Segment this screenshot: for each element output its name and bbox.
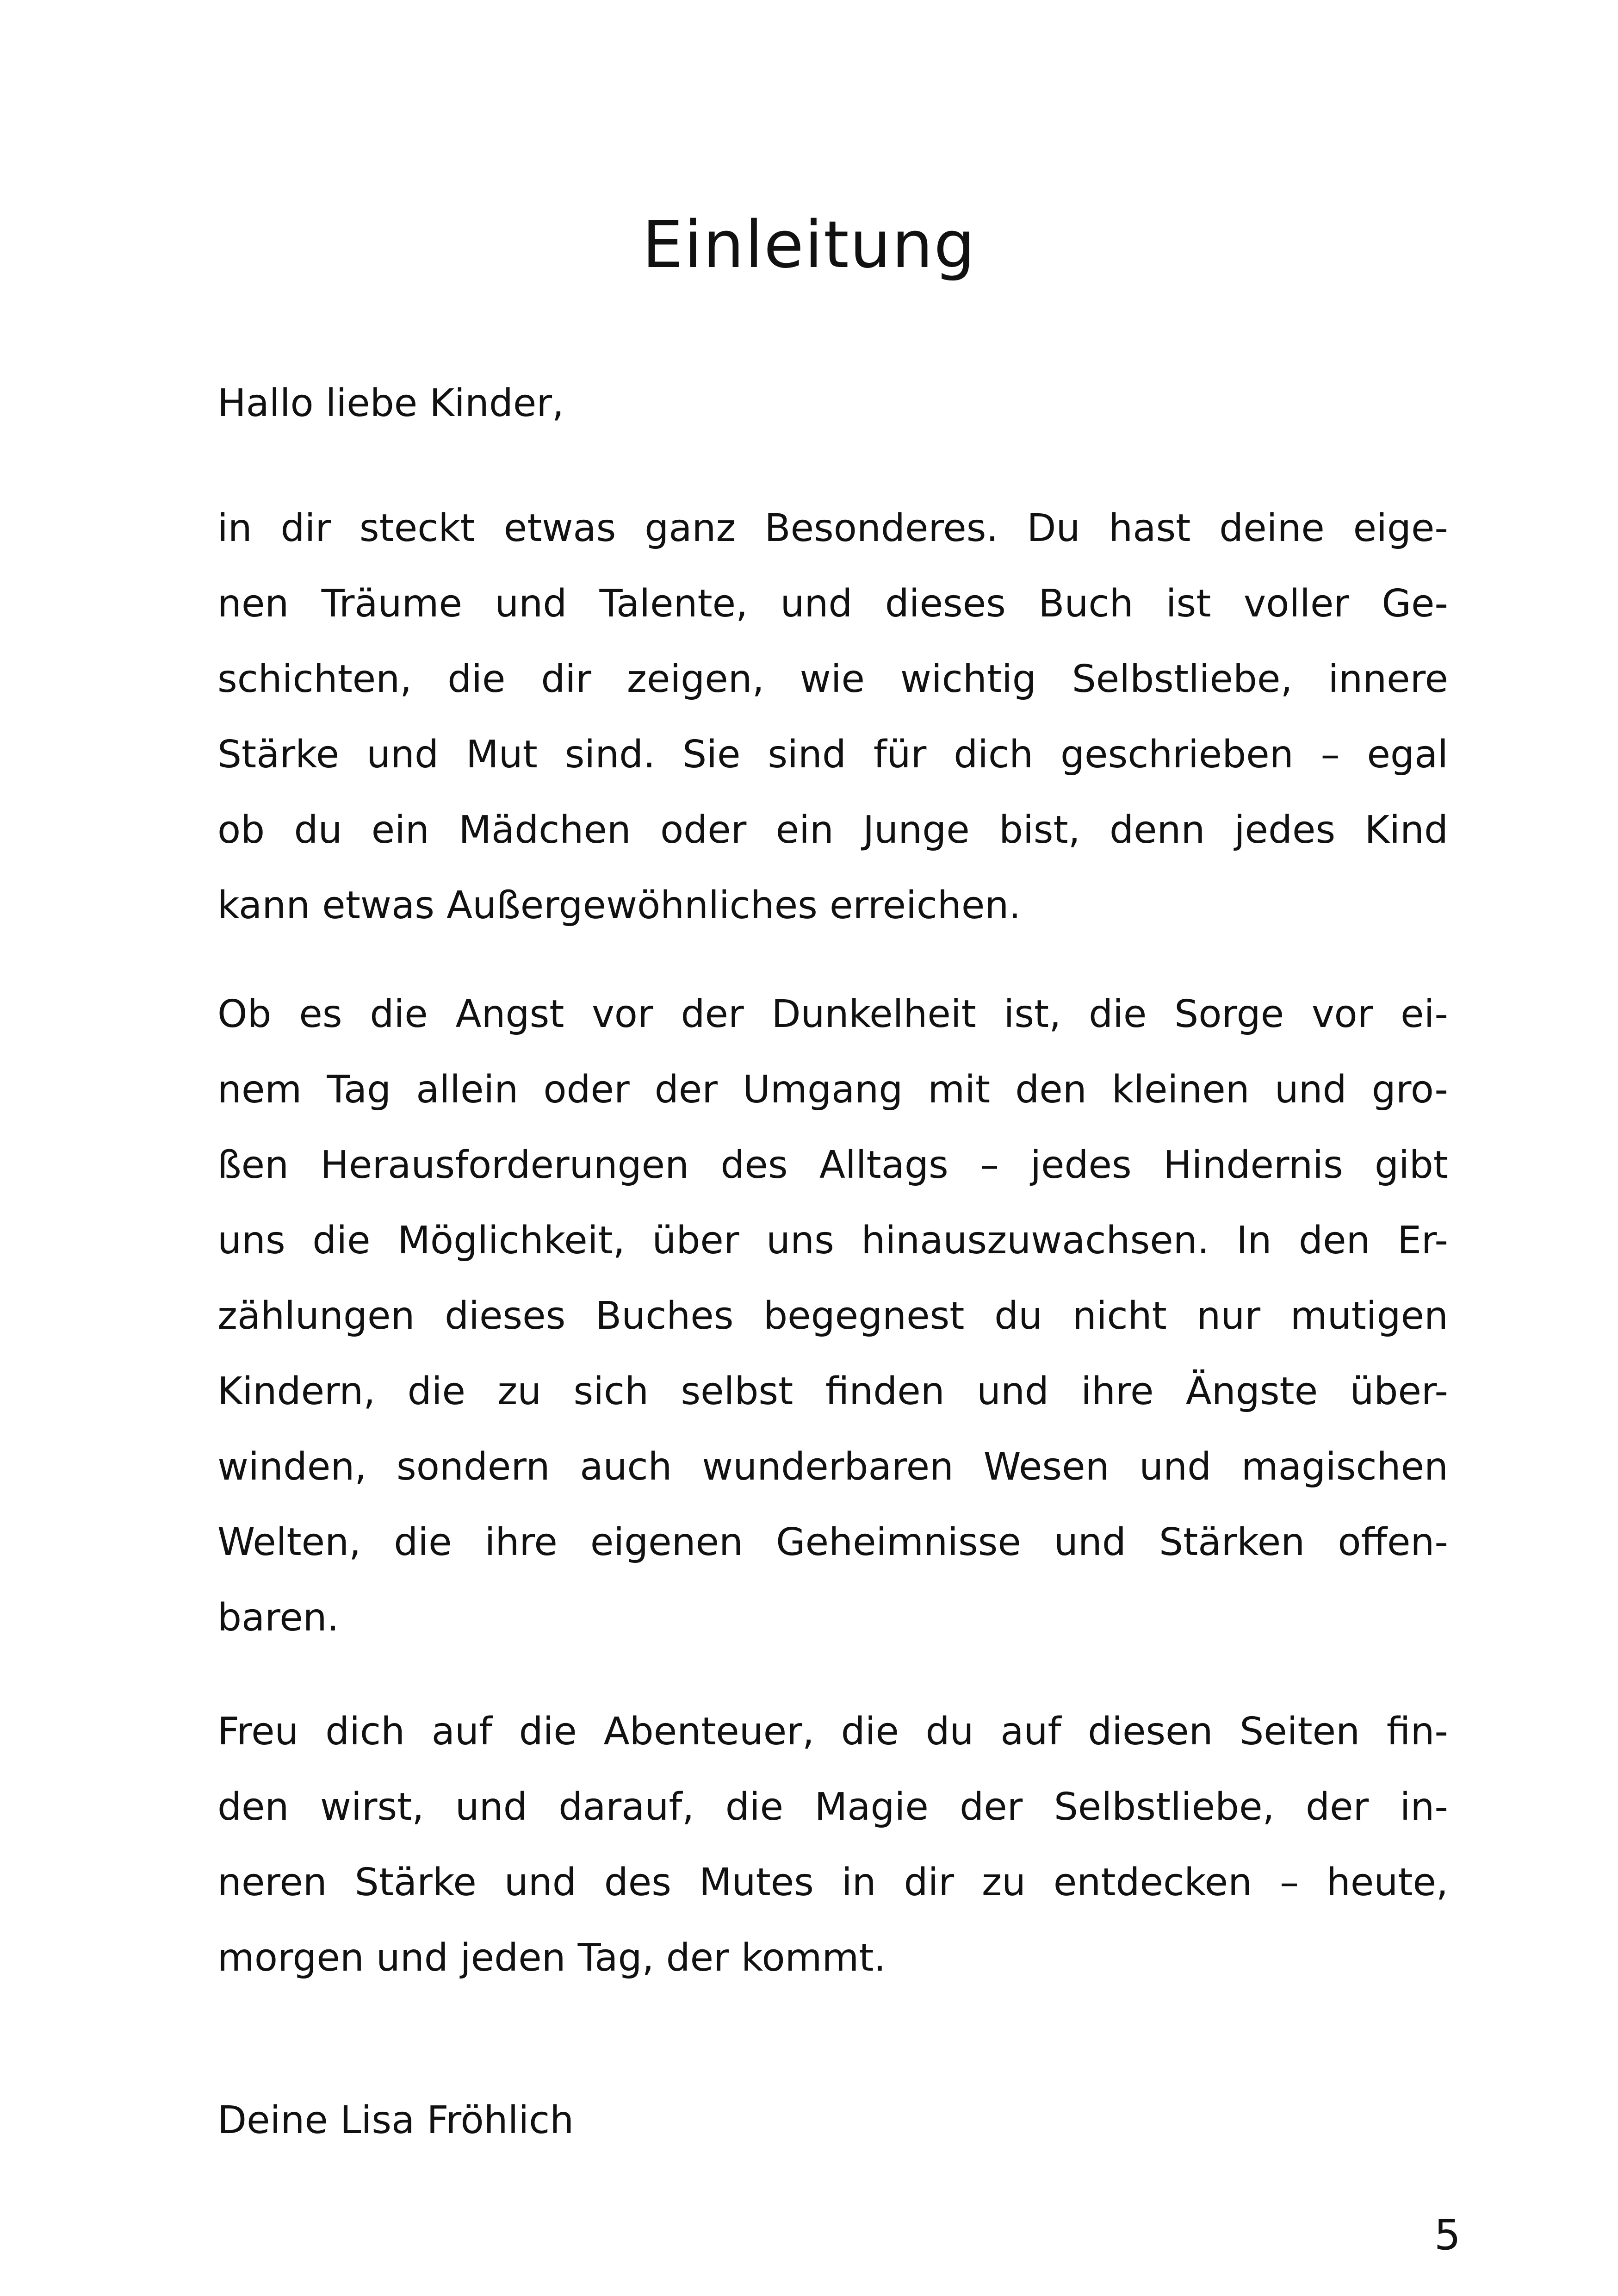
paragraph-2: [217, 977, 1448, 1655]
paragraph-line: ßen Herausforderungen des Alltags – jedes Hindernis gibt: [217, 1143, 1448, 1187]
paragraph-line: morgen und jeden Tag, der kommt.: [217, 1936, 886, 1980]
paragraph-line: baren.: [217, 1596, 339, 1640]
paragraph-line: Welten, die ihre eigenen Geheimnisse und Stärken offen-: [217, 1520, 1448, 1564]
paragraph-line: ob du ein Mädchen oder ein Junge bist, denn jedes Kind: [217, 808, 1448, 852]
paragraph-1: [217, 491, 1448, 943]
paragraph-line: nen Träume und Talente, und dieses Buch ist voller Ge-: [217, 582, 1448, 626]
chapter-title: Einleitung: [642, 207, 976, 283]
paragraph-line: winden, sondern auch wunderbaren Wesen und magischen: [217, 1445, 1448, 1489]
signature: Deine Lisa Fröhlich: [217, 2098, 574, 2142]
paragraph-line: Ob es die Angst vor der Dunkelheit ist, die Sorge vor ei-: [217, 992, 1448, 1036]
paragraph-line: schichten, die dir zeigen, wie wichtig Selbstliebe, innere: [217, 657, 1448, 701]
paragraph-line: Kindern, die zu sich selbst finden und ihre Ängste über-: [217, 1369, 1448, 1413]
paragraph-line: kann etwas Außergewöhnliches erreichen.: [217, 884, 1021, 927]
paragraph-line: zählungen dieses Buches begegnest du nicht nur mutigen: [217, 1294, 1448, 1338]
paragraph-line: den wirst, und darauf, die Magie der Selbstliebe, der in-: [217, 1785, 1448, 1829]
paragraph-line: Stärke und Mut sind. Sie sind für dich geschrieben – egal: [217, 733, 1448, 777]
greeting: Hallo liebe Kinder,: [217, 381, 564, 425]
paragraph-line: nem Tag allein oder der Umgang mit den kleinen und gro-: [217, 1068, 1448, 1112]
paragraph-3: [217, 1694, 1448, 1996]
paragraph-line: uns die Möglichkeit, über uns hinauszuwachsen. In den Er-: [217, 1219, 1448, 1263]
paragraph-line: Freu dich auf die Abenteuer, die du auf diesen Seiten fin-: [217, 1710, 1448, 1754]
page-number: 5: [1434, 2211, 1461, 2259]
paragraph-line: in dir steckt etwas ganz Besonderes. Du hast deine eige-: [217, 506, 1448, 550]
paragraph-line: neren Stärke und des Mutes in dir zu entdecken – heute,: [217, 1860, 1448, 1904]
